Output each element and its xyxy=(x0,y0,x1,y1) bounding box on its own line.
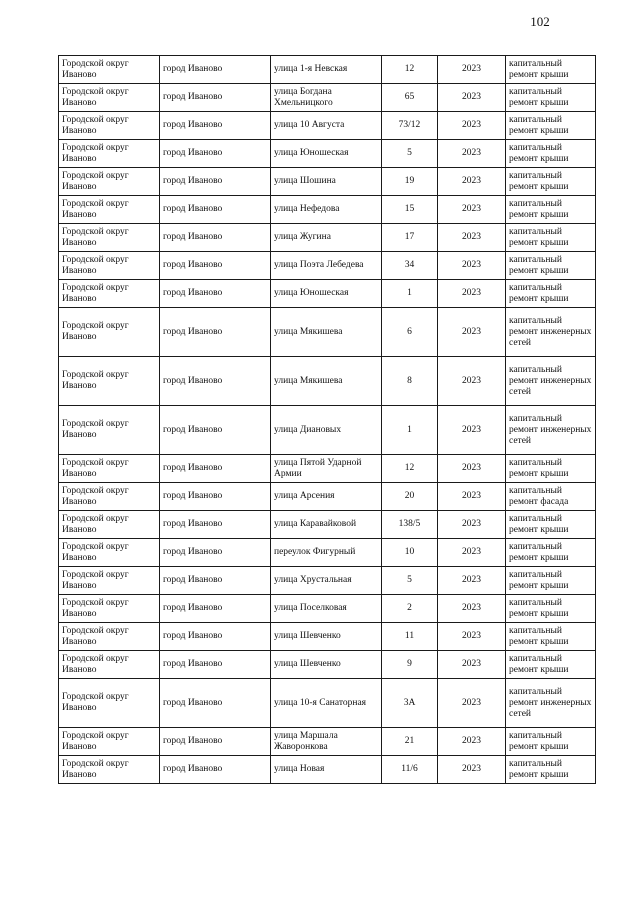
table-row xyxy=(59,56,596,84)
cell-god: 2023 xyxy=(438,224,506,252)
table-row xyxy=(59,651,596,679)
cell-gorod: город Иваново xyxy=(160,595,271,623)
cell-god: 2023 xyxy=(438,140,506,168)
cell-god: 2023 xyxy=(438,511,506,539)
cell-gorod: город Иваново xyxy=(160,196,271,224)
cell-vid: капитальный ремонт инженерных сетей xyxy=(506,406,596,455)
cell-okrug: Городской округ Иваново xyxy=(59,511,160,539)
table-row xyxy=(59,679,596,728)
cell-gorod: город Иваново xyxy=(160,84,271,112)
cell-dom: 19 xyxy=(382,168,438,196)
cell-ulica: улица Мякишева xyxy=(271,357,382,406)
cell-god: 2023 xyxy=(438,483,506,511)
cell-gorod: город Иваново xyxy=(160,651,271,679)
cell-god: 2023 xyxy=(438,756,506,784)
cell-gorod: город Иваново xyxy=(160,539,271,567)
cell-ulica: улица Шошина xyxy=(271,168,382,196)
repair-registry-table xyxy=(58,55,596,784)
cell-god: 2023 xyxy=(438,406,506,455)
cell-vid: капитальный ремонт инженерных сетей xyxy=(506,308,596,357)
cell-okrug: Городской округ Иваново xyxy=(59,651,160,679)
cell-gorod: город Иваново xyxy=(160,511,271,539)
cell-okrug: Городской округ Иваново xyxy=(59,224,160,252)
cell-gorod: город Иваново xyxy=(160,567,271,595)
cell-dom: 12 xyxy=(382,56,438,84)
table-row xyxy=(59,196,596,224)
cell-okrug: Городской округ Иваново xyxy=(59,455,160,483)
cell-ulica: улица 10 Августа xyxy=(271,112,382,140)
cell-ulica: улица Поселковая xyxy=(271,595,382,623)
cell-vid: капитальный ремонт инженерных сетей xyxy=(506,357,596,406)
cell-god: 2023 xyxy=(438,280,506,308)
table-row xyxy=(59,280,596,308)
table-row xyxy=(59,112,596,140)
cell-vid: капитальный ремонт инженерных сетей xyxy=(506,679,596,728)
table-row xyxy=(59,308,596,357)
cell-okrug: Городской округ Иваново xyxy=(59,252,160,280)
table-row xyxy=(59,252,596,280)
table-row xyxy=(59,357,596,406)
cell-god: 2023 xyxy=(438,84,506,112)
cell-vid: капитальный ремонт крыши xyxy=(506,252,596,280)
cell-vid: капитальный ремонт фасада xyxy=(506,483,596,511)
cell-ulica: улица Юношеская xyxy=(271,280,382,308)
cell-ulica: улица Поэта Лебедева xyxy=(271,252,382,280)
cell-gorod: город Иваново xyxy=(160,140,271,168)
cell-okrug: Городской округ Иваново xyxy=(59,623,160,651)
table-row xyxy=(59,168,596,196)
cell-dom: 65 xyxy=(382,84,438,112)
cell-vid: капитальный ремонт крыши xyxy=(506,140,596,168)
cell-okrug: Городской округ Иваново xyxy=(59,679,160,728)
cell-god: 2023 xyxy=(438,252,506,280)
cell-ulica: улица Богдана Хмельницкого xyxy=(271,84,382,112)
cell-dom: 9 xyxy=(382,651,438,679)
cell-dom: 15 xyxy=(382,196,438,224)
cell-ulica: улица Пятой Ударной Армии xyxy=(271,455,382,483)
cell-vid: капитальный ремонт крыши xyxy=(506,84,596,112)
cell-dom: 5 xyxy=(382,140,438,168)
cell-god: 2023 xyxy=(438,651,506,679)
cell-gorod: город Иваново xyxy=(160,623,271,651)
cell-ulica: улица Шевченко xyxy=(271,651,382,679)
cell-okrug: Городской округ Иваново xyxy=(59,728,160,756)
cell-dom: 8 xyxy=(382,357,438,406)
table-row xyxy=(59,511,596,539)
cell-dom: 10 xyxy=(382,539,438,567)
cell-vid: капитальный ремонт крыши xyxy=(506,168,596,196)
cell-dom: 1 xyxy=(382,406,438,455)
cell-gorod: город Иваново xyxy=(160,483,271,511)
page-number: 102 xyxy=(530,14,550,29)
cell-god: 2023 xyxy=(438,567,506,595)
cell-okrug: Городской округ Иваново xyxy=(59,756,160,784)
cell-vid: капитальный ремонт крыши xyxy=(506,112,596,140)
cell-ulica: улица Жугина xyxy=(271,224,382,252)
cell-dom: 6 xyxy=(382,308,438,357)
cell-ulica: улица Каравайковой xyxy=(271,511,382,539)
cell-dom: 12 xyxy=(382,455,438,483)
cell-god: 2023 xyxy=(438,357,506,406)
cell-god: 2023 xyxy=(438,112,506,140)
table-row xyxy=(59,483,596,511)
cell-dom: 138/5 xyxy=(382,511,438,539)
cell-okrug: Городской округ Иваново xyxy=(59,483,160,511)
cell-vid: капитальный ремонт крыши xyxy=(506,455,596,483)
cell-okrug: Городской округ Иваново xyxy=(59,539,160,567)
cell-ulica: улица Новая xyxy=(271,756,382,784)
cell-ulica: улица Маршала Жаворонкова xyxy=(271,728,382,756)
cell-god: 2023 xyxy=(438,56,506,84)
cell-dom: 11/6 xyxy=(382,756,438,784)
cell-gorod: город Иваново xyxy=(160,56,271,84)
cell-okrug: Городской округ Иваново xyxy=(59,567,160,595)
cell-vid: капитальный ремонт крыши xyxy=(506,567,596,595)
cell-ulica: улица Нефедова xyxy=(271,196,382,224)
registry-body xyxy=(59,56,596,784)
cell-dom: 2 xyxy=(382,595,438,623)
cell-vid: капитальный ремонт крыши xyxy=(506,728,596,756)
cell-god: 2023 xyxy=(438,595,506,623)
cell-vid: капитальный ремонт крыши xyxy=(506,224,596,252)
cell-okrug: Городской округ Иваново xyxy=(59,196,160,224)
cell-god: 2023 xyxy=(438,455,506,483)
cell-ulica: улица Хрустальная xyxy=(271,567,382,595)
cell-okrug: Городской округ Иваново xyxy=(59,595,160,623)
cell-dom: 73/12 xyxy=(382,112,438,140)
cell-god: 2023 xyxy=(438,308,506,357)
cell-okrug: Городской округ Иваново xyxy=(59,280,160,308)
table-row xyxy=(59,623,596,651)
table-row xyxy=(59,140,596,168)
cell-god: 2023 xyxy=(438,168,506,196)
cell-gorod: город Иваново xyxy=(160,406,271,455)
cell-god: 2023 xyxy=(438,728,506,756)
cell-vid: капитальный ремонт крыши xyxy=(506,651,596,679)
cell-dom: 5 xyxy=(382,567,438,595)
table-row xyxy=(59,539,596,567)
cell-okrug: Городской округ Иваново xyxy=(59,308,160,357)
cell-okrug: Городской округ Иваново xyxy=(59,357,160,406)
table-row xyxy=(59,84,596,112)
cell-dom: 1 xyxy=(382,280,438,308)
cell-god: 2023 xyxy=(438,539,506,567)
table-row xyxy=(59,567,596,595)
cell-gorod: город Иваново xyxy=(160,308,271,357)
cell-gorod: город Иваново xyxy=(160,280,271,308)
cell-okrug: Городской округ Иваново xyxy=(59,112,160,140)
cell-dom: 11 xyxy=(382,623,438,651)
cell-gorod: город Иваново xyxy=(160,168,271,196)
cell-gorod: город Иваново xyxy=(160,357,271,406)
cell-gorod: город Иваново xyxy=(160,679,271,728)
cell-ulica: улица Шевченко xyxy=(271,623,382,651)
cell-okrug: Городской округ Иваново xyxy=(59,140,160,168)
table-row xyxy=(59,728,596,756)
table-row xyxy=(59,224,596,252)
cell-gorod: город Иваново xyxy=(160,756,271,784)
cell-vid: капитальный ремонт крыши xyxy=(506,539,596,567)
cell-okrug: Городской округ Иваново xyxy=(59,84,160,112)
cell-gorod: город Иваново xyxy=(160,252,271,280)
cell-vid: капитальный ремонт крыши xyxy=(506,196,596,224)
table-row xyxy=(59,406,596,455)
cell-vid: капитальный ремонт крыши xyxy=(506,56,596,84)
cell-dom: 21 xyxy=(382,728,438,756)
cell-gorod: город Иваново xyxy=(160,224,271,252)
cell-ulica: улица 10-я Санаторная xyxy=(271,679,382,728)
cell-ulica: улица Юношеская xyxy=(271,140,382,168)
cell-dom: 34 xyxy=(382,252,438,280)
cell-dom: 20 xyxy=(382,483,438,511)
cell-vid: капитальный ремонт крыши xyxy=(506,756,596,784)
cell-ulica: переулок Фигурный xyxy=(271,539,382,567)
cell-god: 2023 xyxy=(438,623,506,651)
cell-dom: 17 xyxy=(382,224,438,252)
cell-vid: капитальный ремонт крыши xyxy=(506,280,596,308)
cell-god: 2023 xyxy=(438,679,506,728)
cell-god: 2023 xyxy=(438,196,506,224)
cell-gorod: город Иваново xyxy=(160,455,271,483)
cell-ulica: улица Диановых xyxy=(271,406,382,455)
cell-ulica: улица Мякишева xyxy=(271,308,382,357)
cell-okrug: Городской округ Иваново xyxy=(59,168,160,196)
cell-ulica: улица 1-я Невская xyxy=(271,56,382,84)
cell-ulica: улица Арсения xyxy=(271,483,382,511)
table-row xyxy=(59,455,596,483)
cell-okrug: Городской округ Иваново xyxy=(59,406,160,455)
cell-okrug: Городской округ Иваново xyxy=(59,56,160,84)
table-row xyxy=(59,595,596,623)
cell-gorod: город Иваново xyxy=(160,112,271,140)
cell-vid: капитальный ремонт крыши xyxy=(506,595,596,623)
cell-gorod: город Иваново xyxy=(160,728,271,756)
cell-vid: капитальный ремонт крыши xyxy=(506,511,596,539)
cell-vid: капитальный ремонт крыши xyxy=(506,623,596,651)
cell-dom: 3А xyxy=(382,679,438,728)
table-row xyxy=(59,756,596,784)
